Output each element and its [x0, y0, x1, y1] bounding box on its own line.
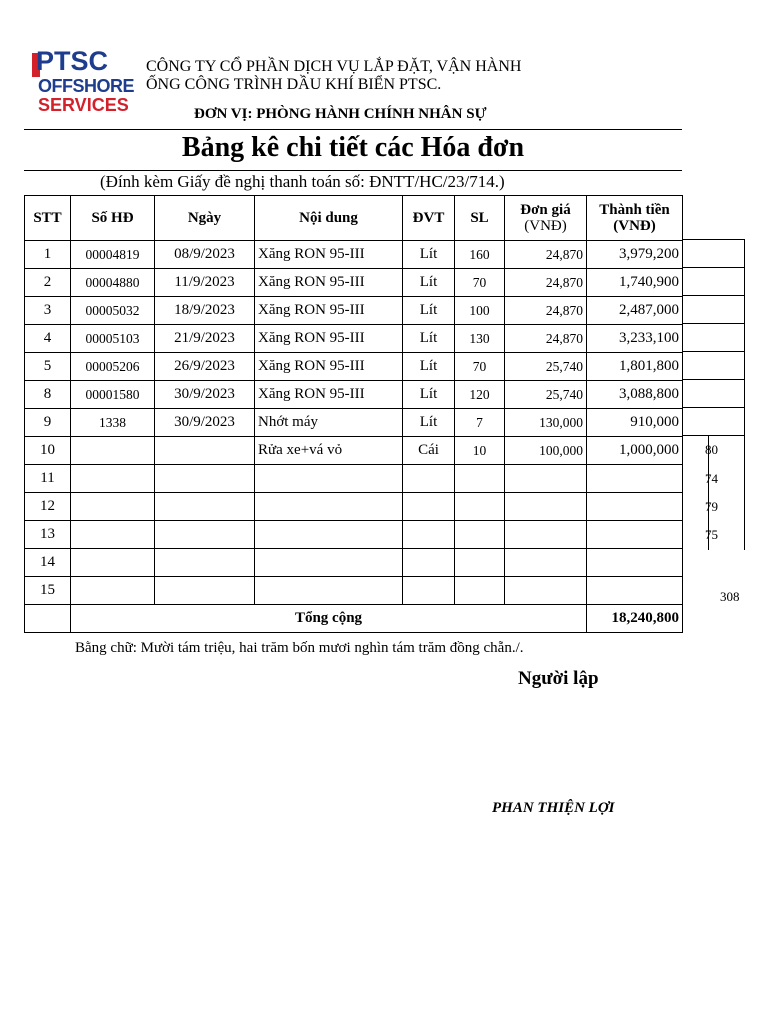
table-row [25, 465, 683, 493]
cell-dvt [403, 549, 455, 577]
cell-don-gia: 24,870 [505, 297, 587, 325]
cell-sl [455, 493, 505, 521]
cell-noi-dung: Nhớt máy [255, 409, 403, 437]
cell-noi-dung: Rửa xe+vá vỏ [255, 437, 403, 465]
side-value: 80 [705, 442, 718, 457]
cell-stt: 15 [25, 577, 71, 605]
cell-stt: 10 [25, 437, 71, 465]
cell-so-hd [71, 577, 155, 605]
cell-ngay [155, 577, 255, 605]
cell-stt: 2 [25, 269, 71, 297]
cell-stt: 5 [25, 353, 71, 381]
side-line [682, 267, 745, 268]
cell-noi-dung: Xăng RON 95-III [255, 353, 403, 381]
cell-dvt: Lít [403, 353, 455, 381]
col-header-dvt: ĐVT [403, 196, 455, 241]
total-value: 18,240,800 [587, 605, 683, 633]
cell-thanh-tien: 1,740,900 [587, 269, 683, 297]
amount-in-words: Bằng chữ: Mười tám triệu, hai trăm bốn mươi nghìn tám trăm đồng chẵn./. [75, 640, 524, 656]
invoice-table [24, 195, 683, 633]
cell-don-gia [505, 577, 587, 605]
cell-noi-dung [255, 465, 403, 493]
side-line-top [682, 239, 745, 240]
cell-ngay [155, 437, 255, 465]
cell-thanh-tien [587, 549, 683, 577]
cell-don-gia: 25,740 [505, 353, 587, 381]
company-logo [32, 48, 140, 118]
cell-don-gia: 24,870 [505, 241, 587, 269]
cell-sl [455, 577, 505, 605]
cell-dvt [403, 465, 455, 493]
cell-so-hd [71, 437, 155, 465]
cell-noi-dung: Xăng RON 95-III [255, 325, 403, 353]
cell-don-gia: 25,740 [505, 381, 587, 409]
cell-so-hd [71, 521, 155, 549]
table-row [25, 381, 683, 409]
cell-don-gia [505, 465, 587, 493]
cell-so-hd: 00001580 [71, 381, 155, 409]
cell-sl: 7 [455, 409, 505, 437]
side-line [682, 323, 745, 324]
cell-ngay [155, 521, 255, 549]
cell-so-hd: 00005103 [71, 325, 155, 353]
cell-so-hd [71, 549, 155, 577]
side-line-right [744, 239, 745, 550]
cell-sl [455, 521, 505, 549]
total-row [25, 605, 683, 633]
cell-dvt: Cái [403, 437, 455, 465]
col-header-thanh-tien-label: Thành tiền [599, 202, 670, 218]
cell-ngay: 21/9/2023 [155, 325, 255, 353]
side-line [682, 351, 745, 352]
total-label: Tổng cộng [71, 605, 587, 633]
col-header-stt: STT [25, 196, 71, 241]
cell-sl: 130 [455, 325, 505, 353]
table-row [25, 353, 683, 381]
cell-stt: 3 [25, 297, 71, 325]
side-line [682, 407, 745, 408]
divider-bottom [24, 170, 682, 171]
cell-don-gia: 24,870 [505, 269, 587, 297]
col-header-don-gia-unit: (VNĐ) [524, 218, 567, 234]
table-row [25, 241, 683, 269]
cell-dvt [403, 577, 455, 605]
cell-ngay: 08/9/2023 [155, 241, 255, 269]
cell-don-gia: 130,000 [505, 409, 587, 437]
cell-dvt: Lít [403, 297, 455, 325]
cell-thanh-tien: 3,088,800 [587, 381, 683, 409]
cell-thanh-tien: 3,233,100 [587, 325, 683, 353]
cell-thanh-tien [587, 493, 683, 521]
cell-sl: 10 [455, 437, 505, 465]
col-header-noi-dung: Nội dung [255, 196, 403, 241]
total-blank-cell [25, 605, 71, 633]
table-row [25, 521, 683, 549]
table-row [25, 269, 683, 297]
cell-stt: 12 [25, 493, 71, 521]
col-header-ngay: Ngày [155, 196, 255, 241]
cell-dvt [403, 493, 455, 521]
cell-ngay [155, 465, 255, 493]
cell-stt: 8 [25, 381, 71, 409]
cell-ngay [155, 493, 255, 521]
table-row [25, 577, 683, 605]
col-header-don-gia-label: Đơn giá [520, 202, 571, 218]
logo-ptsc-text: PTSC [36, 46, 109, 76]
table-row [25, 325, 683, 353]
cell-so-hd: 00005206 [71, 353, 155, 381]
cell-thanh-tien: 2,487,000 [587, 297, 683, 325]
cell-ngay: 18/9/2023 [155, 297, 255, 325]
side-line [682, 379, 745, 380]
side-value: 74 [705, 471, 718, 486]
cell-thanh-tien: 1,000,000 [587, 437, 683, 465]
table-row [25, 493, 683, 521]
cell-noi-dung [255, 577, 403, 605]
cell-noi-dung: Xăng RON 95-III [255, 297, 403, 325]
cell-noi-dung: Xăng RON 95-III [255, 381, 403, 409]
cell-thanh-tien: 910,000 [587, 409, 683, 437]
cell-so-hd: 00005032 [71, 297, 155, 325]
col-header-thanh-tien-unit: (VNĐ) [613, 218, 656, 234]
cell-so-hd: 00004819 [71, 241, 155, 269]
department-unit: ĐƠN VỊ: PHÒNG HÀNH CHÍNH NHÂN SỰ [194, 106, 487, 122]
col-header-don-gia [505, 196, 587, 241]
cell-stt: 9 [25, 409, 71, 437]
cell-don-gia [505, 493, 587, 521]
cell-noi-dung [255, 521, 403, 549]
cell-ngay: 30/9/2023 [155, 381, 255, 409]
table-row [25, 549, 683, 577]
cell-sl: 100 [455, 297, 505, 325]
side-value: 79 [705, 499, 718, 514]
cell-dvt [403, 521, 455, 549]
company-name-line1: CÔNG TY CỔ PHẦN DỊCH VỤ LẮP ĐẶT, VẬN HÀNH [146, 58, 522, 75]
side-value-total: 308 [720, 589, 740, 604]
company-name-line2: ỐNG CÔNG TRÌNH DẦU KHÍ BIỂN PTSC. [146, 76, 442, 93]
cell-dvt: Lít [403, 409, 455, 437]
logo-offshore-text: OFFSHORE [38, 76, 135, 96]
signer-name: PHAN THIỆN LỢI [492, 800, 615, 816]
logo-services-text: SERVICES [38, 95, 129, 115]
cell-ngay: 30/9/2023 [155, 409, 255, 437]
table-row [25, 437, 683, 465]
cell-so-hd [71, 465, 155, 493]
document-title: Bảng kê chi tiết các Hóa đơn [181, 132, 525, 163]
cell-noi-dung [255, 493, 403, 521]
cell-ngay: 11/9/2023 [155, 269, 255, 297]
cell-so-hd [71, 493, 155, 521]
cell-ngay: 26/9/2023 [155, 353, 255, 381]
cell-sl: 70 [455, 353, 505, 381]
cell-stt: 1 [25, 241, 71, 269]
cell-stt: 14 [25, 549, 71, 577]
cell-don-gia [505, 549, 587, 577]
cell-dvt: Lít [403, 241, 455, 269]
col-header-so-hd: Số HĐ [71, 196, 155, 241]
cell-thanh-tien: 1,801,800 [587, 353, 683, 381]
cell-thanh-tien [587, 521, 683, 549]
cell-don-gia: 24,870 [505, 325, 587, 353]
side-line [682, 295, 745, 296]
cell-sl: 160 [455, 241, 505, 269]
prepared-by-label: Người lập [518, 668, 599, 689]
cell-don-gia [505, 521, 587, 549]
cell-stt: 11 [25, 465, 71, 493]
side-value: 75 [705, 527, 718, 542]
col-header-thanh-tien [587, 196, 683, 241]
table-row [25, 409, 683, 437]
cell-noi-dung [255, 549, 403, 577]
cell-thanh-tien [587, 465, 683, 493]
attachment-reference: (Đính kèm Giấy đề nghị thanh toán số: ĐNTT/HC/23/714.) [100, 172, 505, 191]
cell-don-gia: 100,000 [505, 437, 587, 465]
cell-dvt: Lít [403, 325, 455, 353]
cell-so-hd: 00004880 [71, 269, 155, 297]
cell-stt: 13 [25, 521, 71, 549]
cell-sl: 70 [455, 269, 505, 297]
divider-top [24, 129, 682, 130]
cell-noi-dung: Xăng RON 95-III [255, 241, 403, 269]
cell-sl [455, 549, 505, 577]
cell-so-hd: 1338 [71, 409, 155, 437]
cell-stt: 4 [25, 325, 71, 353]
cell-ngay [155, 549, 255, 577]
cell-dvt: Lít [403, 269, 455, 297]
cell-thanh-tien: 3,979,200 [587, 241, 683, 269]
side-line [682, 435, 745, 436]
cell-thanh-tien [587, 577, 683, 605]
cell-dvt: Lít [403, 381, 455, 409]
cell-sl [455, 465, 505, 493]
table-header-row [25, 196, 683, 241]
cell-noi-dung: Xăng RON 95-III [255, 269, 403, 297]
col-header-sl: SL [455, 196, 505, 241]
table-row [25, 297, 683, 325]
cell-sl: 120 [455, 381, 505, 409]
